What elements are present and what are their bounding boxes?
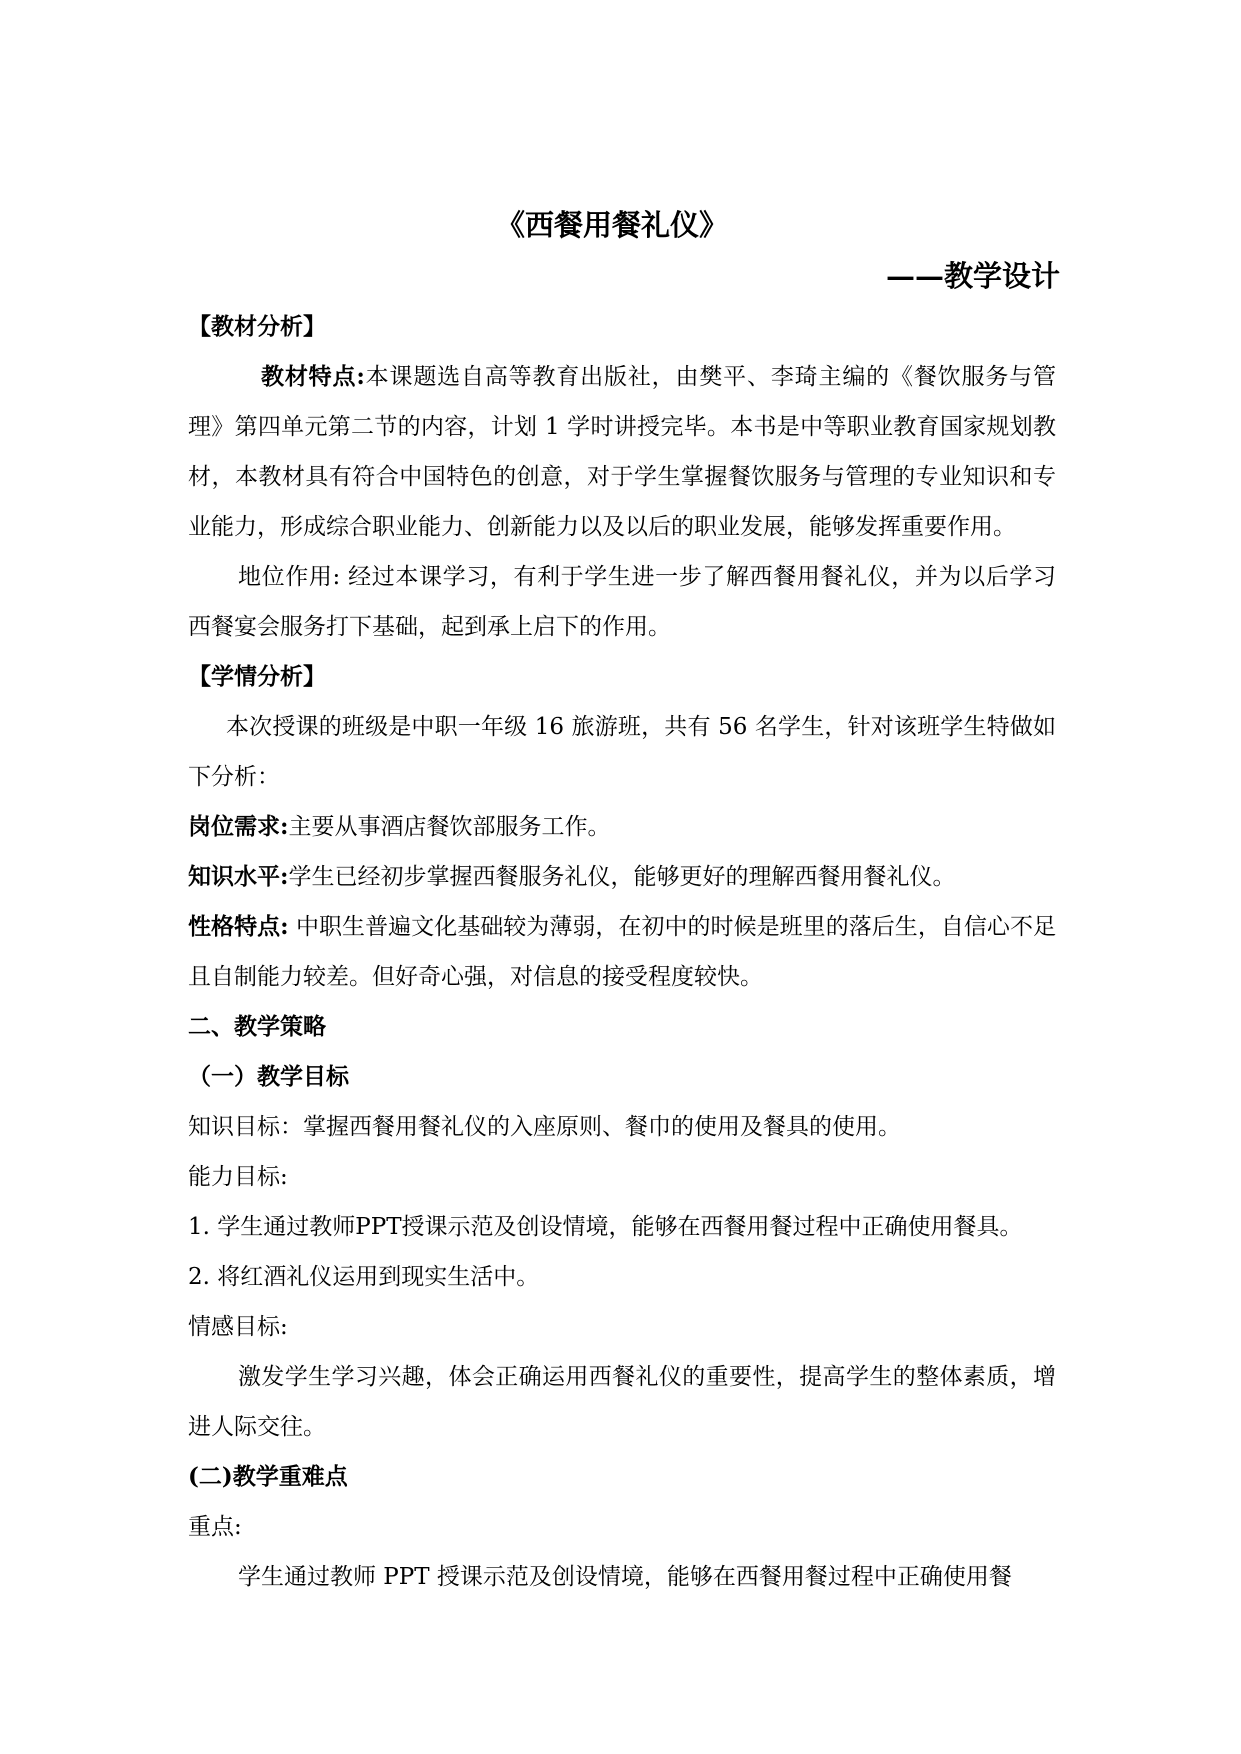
document-title: 《西餐用餐礼仪》 bbox=[495, 208, 728, 242]
text-job: 主要从事酒店餐饮部服务工作。 bbox=[288, 814, 611, 840]
document-body bbox=[188, 200, 1060, 1602]
paragraph-position-role: 地位作用: 经过本课学习，有利于学生进一步了解西餐用餐礼仪，并为以后学习西餐宴会服务打下基础，起到承上启下的作用。 bbox=[188, 564, 1056, 640]
section-heading-strategy: 二、教学策略 bbox=[188, 1013, 326, 1040]
subsection-heading-key-points: (二)教学重难点 bbox=[188, 1463, 348, 1490]
text-material-features: 本课题选自高等教育出版社，由樊平、李琦主编的《餐饮服务与管理》第四单元第二节的内容，计划 1 学时讲授完毕。本书是中等职业教育国家规划教材，本教材具有符合中国特色的创意，对于学生掌握餐饮服务与管理的专业知识和专业能力，形成综合职业能力、创新能力以及以后的职业发展，能够发挥重要作用。 bbox=[188, 364, 1056, 540]
list-item-ability-goal-1: 1. 学生通过教师PPT授课示范及创设情境，能够在西餐用餐过程中正确使用餐具。 bbox=[188, 1214, 1023, 1240]
label-material-features: 教材特点: bbox=[261, 363, 365, 390]
paragraph-job bbox=[188, 802, 1056, 852]
section-heading-learners: 【学情分析】 bbox=[188, 663, 326, 690]
paragraph-learners-intro: 本次授课的班级是中职一年级 16 旅游班，共有 56 名学生，针对该班学生特做如下分析： bbox=[188, 714, 1056, 790]
section-heading-materials: 【教材分析】 bbox=[188, 313, 326, 340]
text-personality: 中职生普遍文化基础较为薄弱，在初中的时候是班里的落后生，自信心不足且自制能力较差。但好奇心强，对信息的接受程度较快。 bbox=[188, 914, 1056, 990]
paragraph-personality bbox=[188, 902, 1056, 1002]
paragraph-key: 学生通过教师 PPT 授课示范及创设情境，能够在西餐用餐过程中正确使用餐 bbox=[238, 1564, 1012, 1590]
paragraph-knowledge bbox=[188, 852, 1056, 902]
label-emotion-goal: 情感目标: bbox=[188, 1314, 288, 1340]
label-ability-goal: 能力目标: bbox=[188, 1164, 288, 1190]
paragraph-knowledge-goal: 知识目标：掌握西餐用餐礼仪的入座原则、餐巾的使用及餐具的使用。 bbox=[188, 1114, 901, 1140]
paragraph-emotion-goal: 激发学生学习兴趣，体会正确运用西餐礼仪的重要性，提高学生的整体素质，增进人际交往。 bbox=[188, 1364, 1056, 1440]
text-knowledge: 学生已经初步掌握西餐服务礼仪，能够更好的理解西餐用餐礼仪。 bbox=[288, 864, 956, 890]
label-personality: 性格特点: bbox=[188, 913, 289, 940]
label-key: 重点: bbox=[188, 1514, 242, 1540]
label-job: 岗位需求: bbox=[188, 813, 289, 840]
list-item-ability-goal-2: 2. 将红酒礼仪运用到现实生活中。 bbox=[188, 1264, 540, 1290]
document-subtitle: ——教学设计 bbox=[885, 259, 1060, 293]
paragraph-material-features bbox=[188, 352, 1056, 552]
subsection-heading-goals: （一）教学目标 bbox=[188, 1063, 349, 1090]
label-knowledge: 知识水平: bbox=[188, 863, 289, 890]
